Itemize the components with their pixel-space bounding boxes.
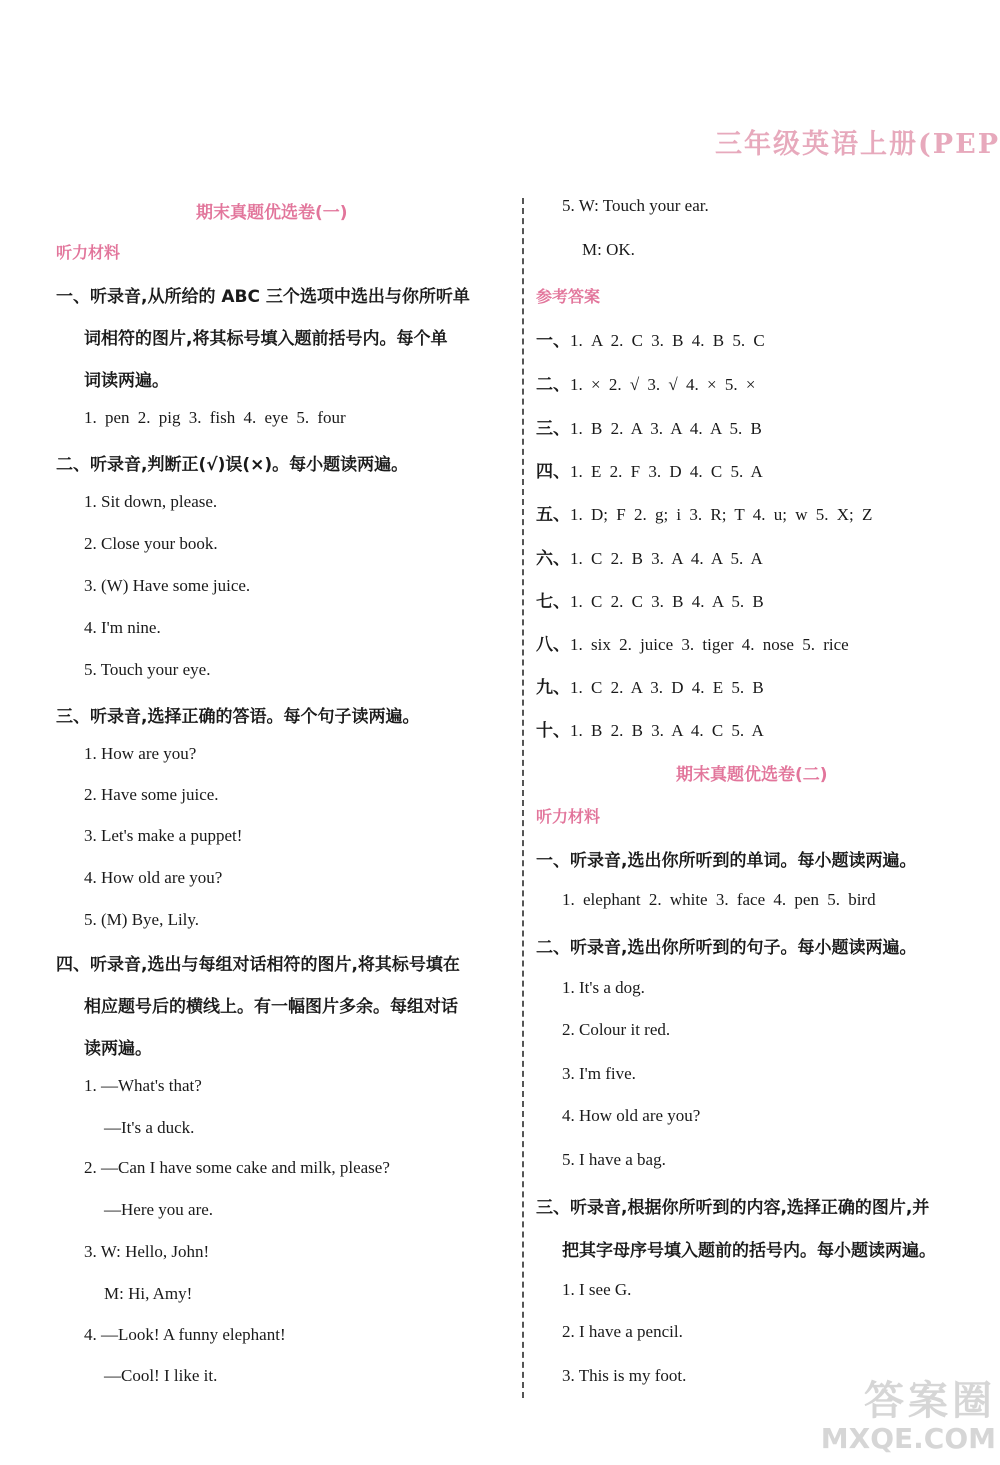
list-item: 1. It's a dog. [562,978,645,997]
site-watermark: 答案圈 MXQE.COM [820,1378,996,1455]
question-3: 三、听录音,选择正确的答语。每个句子读两遍。 [56,707,420,727]
list-item: 2. Close your book. [84,534,218,553]
list-item: —It's a duck. [104,1118,195,1137]
answer-row: 十、1. B 2. B 3. A 4. C 5. A [536,721,764,741]
page-header-title: 三年级英语上册(PEP [715,129,1000,160]
list-item: —Cool! I like it. [104,1366,218,1385]
answer-row: 七、1. C 2. C 3. B 4. A 5. B [536,592,764,612]
question-1-line-1: 一、听录音,从所给的 ABC 三个选项中选出与你所听单 [56,287,470,307]
list-item: 3. I'm five. [562,1064,636,1083]
list-item: 1. I see G. [562,1280,632,1299]
list-item: M: OK. [582,240,635,259]
question-4-line-2: 相应题号后的横线上。有一幅图片多余。每组对话 [84,997,458,1017]
column-divider [522,198,524,1398]
question-3-b-line-1: 三、听录音,根据你所听到的内容,选择正确的图片,并 [536,1198,930,1218]
list-item: 4. —Look! A funny elephant! [84,1325,286,1344]
question-1-line-2: 词相符的图片,将其标号填入题前括号内。每个单 [84,329,448,349]
list-item: 5. (M) Bye, Lily. [84,910,200,929]
list-item: 1. Sit down, please. [84,492,218,511]
answer-row: 五、1. D; F 2. g; i 3. R; T 4. u; w 5. X; Z [536,505,873,525]
answer-row: 九、1. C 2. A 3. D 4. E 5. B [536,678,764,698]
answer-row: 三、1. B 2. A 3. A 4. A 5. B [536,419,762,439]
list-item: 3. (W) Have some juice. [84,576,251,595]
list-item: 4. I'm nine. [84,618,161,637]
question-1-line-3: 词读两遍。 [84,371,169,391]
question-2-b: 二、听录音,选出你所听到的句子。每小题读两遍。 [536,938,917,958]
listening-material-label: 听力材料 [56,243,121,262]
list-item: —Here you are. [104,1200,214,1219]
list-item: 5. Touch your eye. [84,660,211,679]
list-item: 3. This is my foot. [562,1366,687,1385]
answer-row: 二、1. × 2. √ 3. √ 4. × 5. × [536,375,756,395]
list-item: M: Hi, Amy! [104,1284,193,1303]
listening-material-label-2: 听力材料 [536,807,601,826]
list-item: 4. How old are you? [84,868,223,887]
section-title-1: 期末真题优选卷(一) [196,203,348,223]
list-item: 4. How old are you? [562,1106,701,1125]
list-item: 1. —What's that? [84,1076,202,1095]
answer-row: 一、1. A 2. C 3. B 4. B 5. C [536,331,765,351]
list-item: 2. Have some juice. [84,785,219,804]
list-item: 2. I have a pencil. [562,1322,683,1341]
question-2: 二、听录音,判断正(√)误(×)。每小题读两遍。 [56,455,409,475]
section-title-2: 期末真题优选卷(二) [676,765,828,785]
list-item: 5. I have a bag. [562,1150,666,1169]
answer-row: 六、1. C 2. B 3. A 4. A 5. A [536,549,763,569]
question-1-items: 1. pen 2. pig 3. fish 4. eye 5. four [84,408,346,427]
answer-row: 四、1. E 2. F 3. D 4. C 5. A [536,462,763,482]
question-1-b: 一、听录音,选出你所听到的单词。每小题读两遍。 [536,851,917,871]
answer-row: 八、1. six 2. juice 3. tiger 4. nose 5. rice [536,635,849,655]
question-4-line-1: 四、听录音,选出与每组对话相符的图片,将其标号填在 [56,955,460,975]
question-3-b-line-2: 把其字母序号填入题前的括号内。每小题读两遍。 [562,1241,936,1261]
list-item: 2. Colour it red. [562,1020,671,1039]
list-item: 2. —Can I have some cake and milk, please? [84,1158,390,1177]
list-item: 3. Let's make a puppet! [84,826,243,845]
question-4-line-3: 读两遍。 [84,1039,152,1059]
answer-key-label: 参考答案 [536,287,601,306]
question-1-b-items: 1. elephant 2. white 3. face 4. pen 5. bird [562,890,876,909]
list-item: 1. How are you? [84,744,197,763]
list-item: 5. W: Touch your ear. [562,196,709,215]
list-item: 3. W: Hello, John! [84,1242,210,1261]
